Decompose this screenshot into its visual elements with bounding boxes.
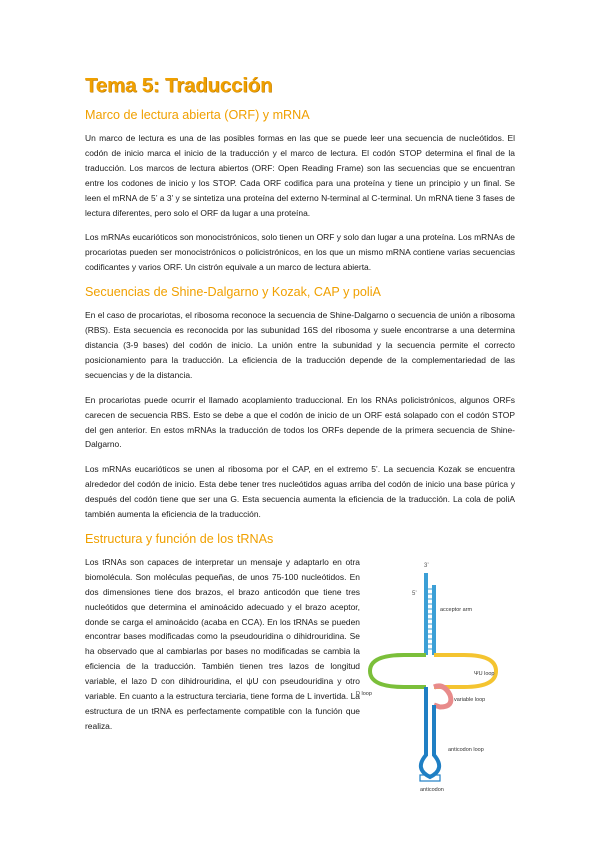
five-prime-label: 5’ — [412, 590, 417, 597]
section-heading-orf: Marco de lectura abierta (ORF) y mRNA — [85, 108, 310, 122]
psi-u-loop-label: ΨU loop — [474, 670, 495, 677]
trna-section-body — [85, 555, 515, 805]
paragraph: Los mRNAs eucarióticos se unen al ribosoma por el CAP, en el extremo 5’. La secuencia Kozak se encuentra alrededor del codón de inicio. Esta debe tener tres nucleótidos aguas arriba del codón de inicio una base púrica y después del codón tiene que ser una G. Esta secuencia aumenta la eficiencia de la traducción. La cola de poliA también aumenta la eficiencia de la traducción. — [85, 464, 515, 520]
d-arm — [370, 655, 426, 687]
anticodon-label: anticodon — [420, 786, 444, 793]
paragraph: Los mRNAs eucarióticos son monocistrónicos, solo tienen un ORF y solo dan lugar a una proteína. Los mRNAs de procariotas pueden ser monocistrónicos o policistrónicos, en los que un mismo mRNA contiene varias secuencias codificantes y varios ORF. Un cistrón equivale a un marco de lectura abierta. — [85, 232, 515, 273]
trna-diagram — [354, 555, 514, 805]
acceptor-arm — [426, 573, 434, 655]
anticodon-arm — [420, 687, 440, 781]
paragraph: Un marco de lectura es una de las posibles formas en las que se puede leer una secuencia de nucleótidos. El codón de inicio marca el inicio de la traducción y el marco de lectura. El codón STOP determina el final de la traducción. Los marcos de lectura abiertos (ORF: Open Reading Frame) son las secuencias que se encuentran entre los codones de inicio y los STOP. Cada ORF codifica para una proteína y tiene un principio y un final. Se leen el mRNA de 5’ a 3’ y se sintetiza una proteína del externo N-terminal al C-terminal. Un mRNA tiene 3 fases de lectura diferentes, pero solo el ORF da lugar a una proteína. — [85, 133, 515, 218]
paragraph: En el caso de procariotas, el ribosoma reconoce la secuencia de Shine-Dalgarno o secuencia de unión a ribosoma (RBS). Esta secuencia es reconocida por las subunidad 16S del ribosoma y suele encontrarse a una determina distancia (3-9 bases) del codón de inicio. La unión entre la subunidad y la secuencia permite el correcto posicionamiento para la traducción. La eficiencia de la traducción depende de la complementariedad de las secuencias y de la distancia. — [85, 310, 515, 380]
paragraph: En procariotas puede ocurrir el llamado acoplamiento traduccional. En los RNAs policistrónicos, algunos ORFs carecen de secuencia RBS. Esto se debe a que el codón de inicio de un ORF está solapado con el codón STOP del gen anterior. En estos mRNAs la traducción de todos los ORFs depende de la primera secuencia de Shine-Dalgarno. — [85, 394, 515, 450]
section-heading-shine-dalgarno: Secuencias de Shine-Dalgarno y Kozak, CAP y poliA — [85, 285, 381, 300]
document-page — [85, 74, 515, 805]
trna-figure — [354, 555, 514, 805]
section-heading-trna: Estructura y función de los tRNAs — [85, 531, 274, 546]
three-prime-label: 3’ — [424, 562, 429, 569]
page-title: Tema 5: Traducción — [85, 74, 273, 97]
acceptor-arm-label: acceptor arm — [440, 606, 473, 613]
paragraph: Los tRNAs son capaces de interpretar un mensaje y adaptarlo en otra biomolécula. Son moléculas pequeñas, de unos 75-100 nucleótidos. En dos dimensiones tiene dos brazos, el brazo anticodón que tiene tres nucleótidos que determina el aminoácido adecuado y el brazo aceptor, donde se carga el aminoácido (acaba en CCA). En los tRNAs se pueden encontrar bases modificadas como la pseudouridina o dihidrouridina. Se ha observado que al cambiarlas por bases no modificadas se cambia la eficiencia de la traducción. También tienen tres lazos de longitud variable, el lazo D con dihidrouridina, el ψU con pseudouridina y otro variable. En cuanto a la estructura terciaria, tiene forma de L invertida. La estructura de un tRNA es perfectamente compatible con la función que realiza. — [85, 556, 360, 731]
d-loop-label: D loop — [356, 690, 372, 697]
variable-loop-label: variable loop — [454, 696, 486, 703]
anticodon-loop-label: anticodon loop — [448, 746, 484, 753]
variable-loop — [434, 686, 451, 707]
